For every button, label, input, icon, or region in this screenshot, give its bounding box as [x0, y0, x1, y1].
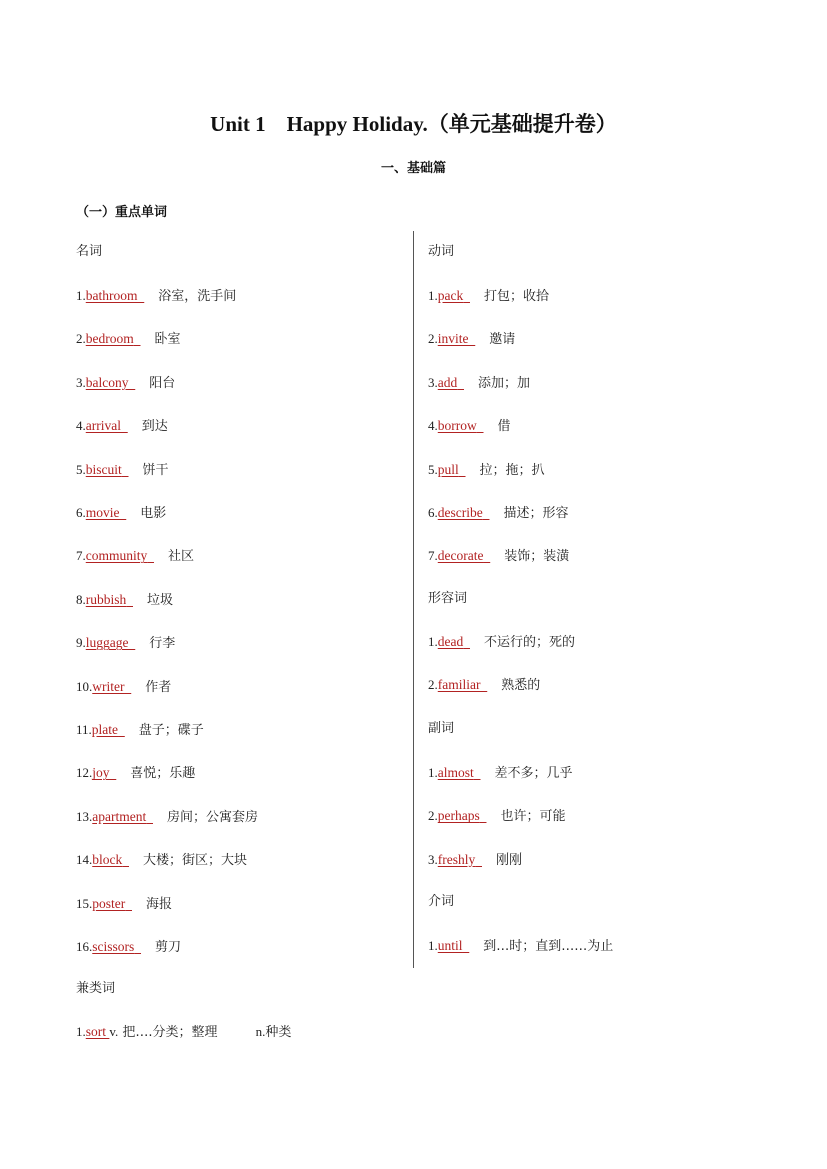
item-number: 14.: [76, 852, 93, 868]
vocab-item: [428, 329, 515, 349]
vocab-item: [76, 850, 247, 870]
word-meaning: 房间；公寓套房: [166, 809, 258, 825]
word-meaning: 卧室: [154, 332, 181, 348]
item-number: 1.: [76, 1024, 86, 1039]
meaning-verb: 把….分类；整理: [122, 1025, 218, 1040]
vocab-item: [428, 416, 511, 436]
column-divider: [413, 231, 414, 968]
answer-word: borrow: [437, 418, 477, 434]
word-meaning: 阳台: [149, 375, 176, 391]
vocab-item: [76, 329, 181, 349]
answer-word: bathroom: [85, 288, 138, 303]
word-meaning: 熟悉的: [501, 678, 541, 694]
item-number: 8.: [76, 591, 86, 607]
word-meaning: 拉；拖；扒: [479, 462, 545, 478]
vocab-item: [76, 416, 168, 436]
answer-word: biscuit: [85, 461, 122, 477]
item-number: 13.: [76, 808, 93, 824]
answer-word: almost: [437, 765, 474, 780]
item-number: 1.: [76, 288, 86, 303]
word-meaning: 大楼；街区；大块: [143, 853, 248, 869]
word-meaning: 喜悦；乐趣: [130, 766, 196, 782]
word-meaning: 添加；加: [478, 375, 531, 391]
adverbs-heading: 副词: [428, 721, 455, 736]
answer-word: balcony: [85, 374, 129, 390]
item-number: 2.: [76, 331, 86, 347]
item-number: 15.: [76, 895, 93, 911]
item-number: 1.: [428, 634, 438, 649]
answer-word: movie: [85, 505, 120, 520]
answer-word: bedroom: [85, 331, 134, 347]
item-number: 6.: [428, 505, 438, 520]
word-meaning: 作者: [145, 679, 172, 695]
item-number: 7.: [76, 548, 86, 564]
vocab-item: [76, 720, 204, 740]
answer-word: sort: [85, 1024, 106, 1039]
item-number: 9.: [76, 635, 86, 651]
section-heading: （一）重点单词: [76, 205, 168, 220]
word-meaning: 到…时；直到……为止: [483, 939, 614, 954]
verbs-heading: 动词: [428, 244, 455, 259]
item-number: 5.: [76, 461, 86, 477]
vocab-item: [76, 503, 166, 523]
vocab-item: [428, 806, 566, 826]
answer-word: pull: [437, 461, 459, 477]
answer-word: until: [437, 938, 463, 953]
vocab-item: [76, 677, 171, 697]
answer-word: joy: [92, 765, 110, 781]
vocab-item: [76, 763, 195, 783]
word-meaning: 刚刚: [496, 852, 523, 868]
item-number: 3.: [428, 851, 438, 867]
answer-word: freshly: [437, 851, 476, 867]
vocab-item: [428, 850, 522, 870]
vocab-item: [428, 763, 573, 783]
nouns-heading: 名词: [76, 244, 103, 259]
item-number: 11.: [76, 722, 92, 737]
item-number: 16.: [76, 939, 93, 954]
word-meaning: 不运行的；死的: [483, 635, 575, 650]
word-meaning: 垃圾: [147, 592, 174, 608]
adjectives-heading: 形容词: [428, 591, 468, 606]
word-meaning: 饼干: [142, 462, 169, 478]
word-meaning: 电影: [140, 506, 167, 521]
vocab-item: [76, 807, 258, 827]
word-meaning: 装饰；装潢: [504, 549, 570, 565]
word-meaning: 海报: [146, 896, 173, 912]
answer-word: dead: [437, 634, 464, 649]
word-meaning: 描述；形容: [503, 506, 569, 521]
word-meaning: 打包；收拾: [483, 289, 549, 304]
multi-item: [76, 1022, 291, 1042]
item-number: 1.: [428, 938, 438, 953]
page-title: Unit 1 Happy Holiday.（单元基础提升卷）: [210, 112, 617, 136]
answer-word: luggage: [85, 635, 129, 651]
item-number: 2.: [428, 677, 438, 693]
vocab-item: [76, 937, 181, 957]
answer-word: add: [437, 374, 458, 390]
item-number: 12.: [76, 765, 93, 781]
answer-word: arrival: [85, 418, 121, 434]
item-number: 1.: [428, 288, 438, 303]
page-subtitle: 一、基础篇: [380, 161, 446, 176]
answer-word: writer: [92, 678, 125, 694]
vocab-item: [76, 460, 169, 480]
vocab-item: [76, 546, 194, 566]
word-meaning: 到达: [141, 419, 168, 435]
item-number: 2.: [428, 331, 438, 347]
answer-word: rubbish: [85, 591, 127, 607]
word-meaning: 差不多；几乎: [494, 766, 573, 781]
answer-word: describe: [437, 505, 483, 520]
item-number: 4.: [76, 418, 86, 434]
vocab-item: [76, 894, 172, 914]
multi-heading: 兼类词: [76, 981, 116, 996]
vocab-item: [428, 675, 540, 695]
answer-word: plate: [91, 722, 119, 737]
item-number: 4.: [428, 418, 438, 434]
pos-verb: v.: [109, 1024, 119, 1039]
word-meaning: 盘子；碟子: [138, 723, 204, 738]
word-meaning: 邀请: [489, 332, 516, 348]
word-meaning: 剪刀: [155, 940, 182, 955]
vocab-item: [428, 546, 569, 566]
answer-word: decorate: [437, 548, 484, 564]
vocab-item: [428, 632, 575, 652]
item-number: 5.: [428, 461, 438, 477]
item-number: 7.: [428, 548, 438, 564]
vocab-item: [428, 936, 613, 956]
item-number: 3.: [76, 374, 86, 390]
word-meaning: 行李: [149, 636, 176, 652]
vocab-item: [428, 503, 569, 523]
vocab-item: [76, 590, 173, 610]
vocab-item: [76, 373, 175, 393]
vocab-item: [428, 373, 530, 393]
vocab-item: [428, 286, 549, 306]
answer-word: community: [85, 548, 148, 564]
vocab-item: [76, 633, 175, 653]
item-number: 10.: [76, 678, 93, 694]
item-number: 6.: [76, 505, 86, 520]
word-meaning: 浴室，洗手间: [158, 289, 237, 304]
answer-word: scissors: [92, 939, 135, 954]
answer-word: familiar: [437, 677, 481, 693]
item-number: 3.: [428, 374, 438, 390]
answer-word: invite: [437, 331, 469, 347]
answer-word: perhaps: [437, 808, 480, 824]
vocab-item: [428, 460, 545, 480]
answer-word: block: [92, 852, 123, 868]
vocab-item: [76, 286, 236, 306]
word-meaning: 社区: [168, 549, 195, 565]
item-number: 2.: [428, 808, 438, 824]
word-meaning: 也许；可能: [500, 809, 566, 825]
answer-word: apartment: [92, 808, 147, 824]
item-number: 1.: [428, 765, 438, 780]
prepositions-heading: 介词: [428, 894, 455, 909]
answer-word: poster: [92, 895, 126, 911]
word-meaning: 借: [497, 419, 511, 435]
meaning-noun: 种类: [265, 1025, 292, 1040]
pos-noun: n.: [255, 1024, 266, 1039]
answer-word: pack: [437, 288, 464, 303]
